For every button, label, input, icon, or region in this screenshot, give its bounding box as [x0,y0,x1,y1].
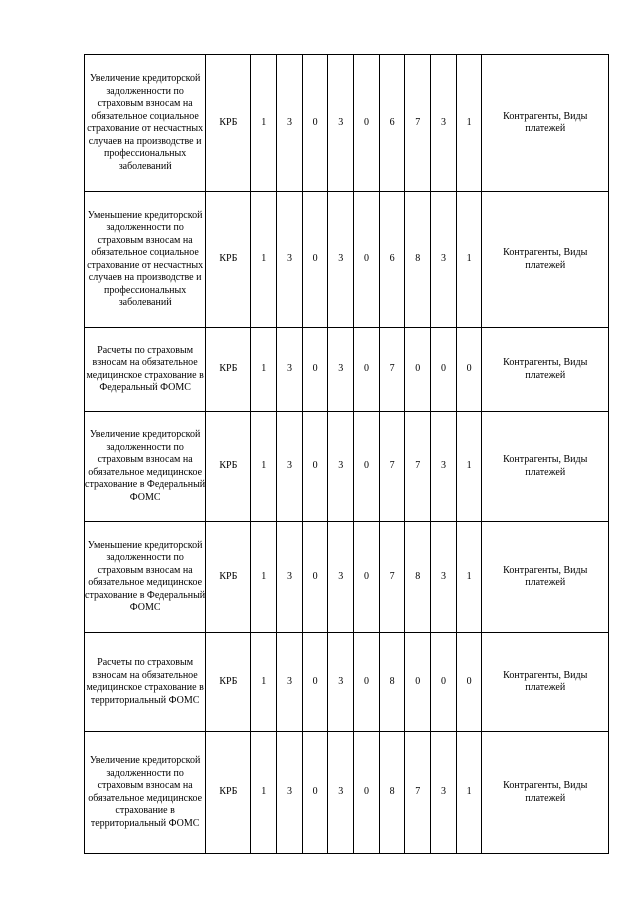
account-code-digit-cell: 8 [379,633,405,732]
account-code-digit-cell: 3 [431,55,457,192]
analytics-cell: Контрагенты, Виды платежей [482,55,609,192]
account-name-cell: Увеличение кредиторской задолженности по страховым взносам на обязательное социальное страхование от несчастных случаев на производстве и профессиональных заболеваний [85,55,206,192]
table-row [85,412,609,522]
account-code-digit-cell: 3 [328,192,354,328]
analytics-cell: Контрагенты, Виды платежей [482,192,609,328]
account-code-digit-cell: 3 [277,192,303,328]
account-code-digit-cell: 1 [251,192,277,328]
table-row [85,633,609,732]
account-code-digit-cell: 0 [354,328,380,412]
account-code-digit-cell: 3 [277,732,303,854]
account-code-digit-cell: 0 [302,732,328,854]
account-code-digit-cell: 1 [251,633,277,732]
account-code-digit-cell: 0 [302,633,328,732]
account-code-digit-cell: 1 [251,55,277,192]
account-type-cell: КРБ [206,192,251,328]
table-row [85,522,609,633]
account-code-digit-cell: 0 [302,328,328,412]
accounts-table [84,54,609,854]
account-code-digit-cell: 3 [431,192,457,328]
account-code-digit-cell: 0 [302,192,328,328]
account-code-digit-cell: 1 [456,192,482,328]
account-code-digit-cell: 3 [277,328,303,412]
account-code-digit-cell: 0 [405,633,431,732]
table-row [85,328,609,412]
account-type-cell: КРБ [206,522,251,633]
table-row [85,55,609,192]
account-code-digit-cell: 0 [354,412,380,522]
account-code-digit-cell: 0 [431,633,457,732]
account-name-cell: Расчеты по страховым взносам на обязательное медицинское страхование в Федеральный ФОМС [85,328,206,412]
account-code-digit-cell: 1 [456,732,482,854]
account-code-digit-cell: 1 [251,522,277,633]
account-type-cell: КРБ [206,732,251,854]
account-code-digit-cell: 1 [251,328,277,412]
account-code-digit-cell: 0 [456,328,482,412]
account-code-digit-cell: 3 [431,732,457,854]
account-code-digit-cell: 6 [379,192,405,328]
account-code-digit-cell: 7 [405,732,431,854]
account-name-cell: Увеличение кредиторской задолженности по страховым взносам на обязательное медицинское страхование в территориальный ФОМС [85,732,206,854]
account-code-digit-cell: 1 [456,522,482,633]
account-code-digit-cell: 7 [379,328,405,412]
analytics-cell: Контрагенты, Виды платежей [482,328,609,412]
account-code-digit-cell: 3 [277,522,303,633]
account-code-digit-cell: 1 [456,412,482,522]
table-row [85,732,609,854]
account-type-cell: КРБ [206,633,251,732]
account-name-cell: Уменьшение кредиторской задолженности по страховым взносам на обязательное медицинское страхование в Федеральный ФОМС [85,522,206,633]
account-code-digit-cell: 3 [431,522,457,633]
account-code-digit-cell: 7 [379,522,405,633]
table-row [85,192,609,328]
account-code-digit-cell: 0 [354,732,380,854]
analytics-cell: Контрагенты, Виды платежей [482,412,609,522]
account-code-digit-cell: 7 [379,412,405,522]
account-name-cell: Уменьшение кредиторской задолженности по страховым взносам на обязательное социальное страхование от несчастных случаев на производстве и профессиональных заболеваний [85,192,206,328]
account-code-digit-cell: 3 [277,412,303,522]
account-code-digit-cell: 7 [405,55,431,192]
account-code-digit-cell: 0 [354,192,380,328]
account-code-digit-cell: 1 [456,55,482,192]
account-code-digit-cell: 3 [328,522,354,633]
account-code-digit-cell: 3 [328,732,354,854]
account-code-digit-cell: 0 [405,328,431,412]
analytics-cell: Контрагенты, Виды платежей [482,633,609,732]
account-code-digit-cell: 0 [354,633,380,732]
account-code-digit-cell: 3 [328,55,354,192]
account-code-digit-cell: 1 [251,412,277,522]
account-code-digit-cell: 0 [354,55,380,192]
account-code-digit-cell: 0 [354,522,380,633]
account-code-digit-cell: 7 [405,412,431,522]
account-code-digit-cell: 3 [277,633,303,732]
account-code-digit-cell: 3 [328,412,354,522]
account-code-digit-cell: 3 [431,412,457,522]
account-code-digit-cell: 0 [302,522,328,633]
account-code-digit-cell: 8 [405,522,431,633]
account-name-cell: Расчеты по страховым взносам на обязательное медицинское страхование в территориальный ФОМС [85,633,206,732]
account-code-digit-cell: 3 [277,55,303,192]
account-code-digit-cell: 0 [302,412,328,522]
account-code-digit-cell: 8 [379,732,405,854]
account-type-cell: КРБ [206,55,251,192]
account-type-cell: КРБ [206,412,251,522]
table-body [85,55,609,854]
account-name-cell: Увеличение кредиторской задолженности по страховым взносам на обязательное медицинское страхование в Федеральный ФОМС [85,412,206,522]
analytics-cell: Контрагенты, Виды платежей [482,522,609,633]
account-code-digit-cell: 3 [328,633,354,732]
account-code-digit-cell: 1 [251,732,277,854]
account-type-cell: КРБ [206,328,251,412]
analytics-cell: Контрагенты, Виды платежей [482,732,609,854]
account-code-digit-cell: 0 [431,328,457,412]
account-code-digit-cell: 0 [302,55,328,192]
account-code-digit-cell: 6 [379,55,405,192]
account-code-digit-cell: 8 [405,192,431,328]
account-code-digit-cell: 0 [456,633,482,732]
account-code-digit-cell: 3 [328,328,354,412]
